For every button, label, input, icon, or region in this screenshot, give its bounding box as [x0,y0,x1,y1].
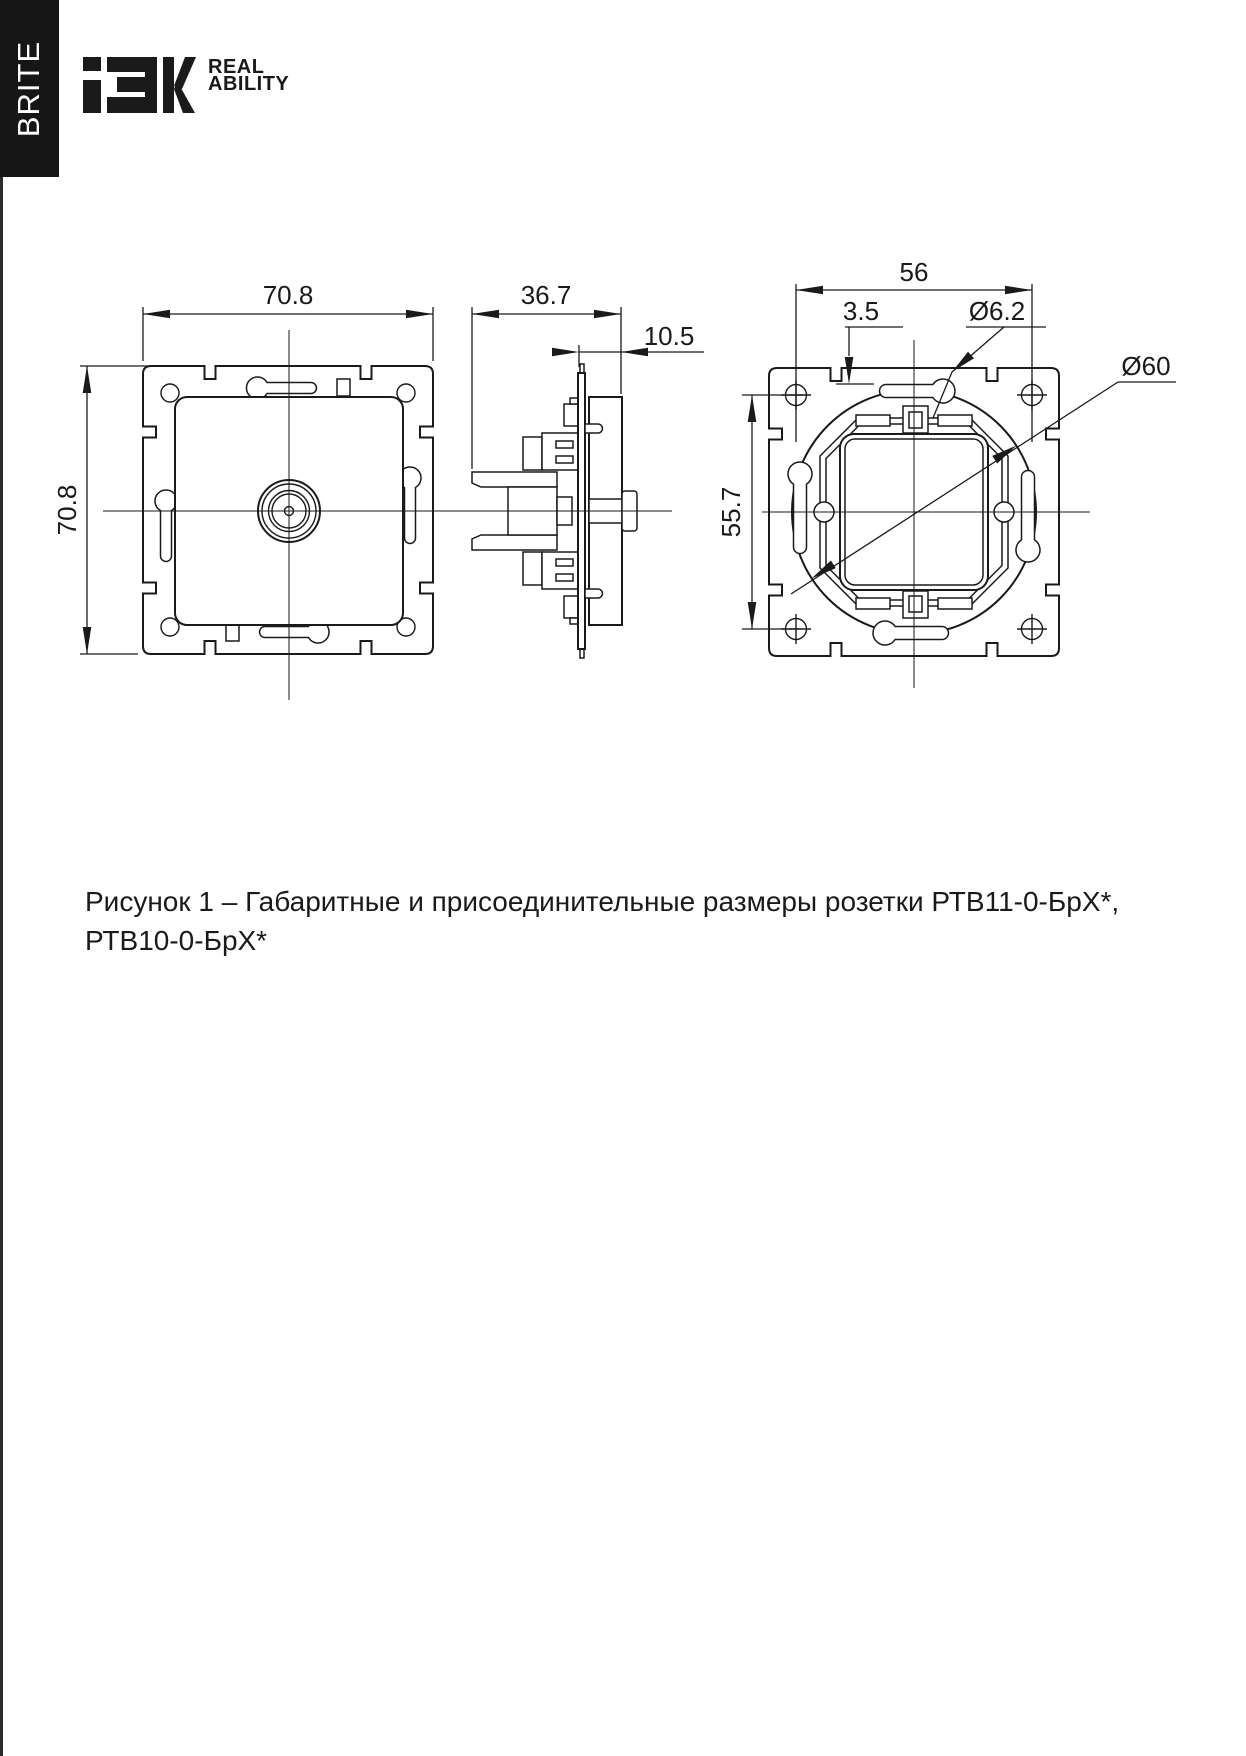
svg-text:70.8: 70.8 [52,484,82,536]
svg-text:10.5: 10.5 [643,321,695,351]
brite-series-label: BRITE [11,40,47,137]
svg-text:36.7: 36.7 [520,280,572,310]
svg-text:55.7: 55.7 [716,486,746,538]
dim-side-protrusion [552,321,704,367]
svg-text:56: 56 [899,257,929,287]
back-view [716,257,1176,688]
svg-text:70.8: 70.8 [262,280,314,310]
svg-text:3.5: 3.5 [842,296,880,326]
figure-caption-line2: РТВ10-0-БрХ* [85,925,268,956]
logo-tagline-line2: ABILITY [208,73,290,95]
figure-caption [85,882,1165,960]
svg-text:Ø60: Ø60 [1121,351,1171,381]
front-view [52,280,468,700]
side-view [455,280,704,658]
figure-caption-line1: Рисунок 1 – Габаритные и присоединительные размеры розетки РТВ11-0-БрХ*, [85,886,1120,917]
logo-tagline-line1: REAL [208,56,265,78]
dimension-drawing [0,0,1246,760]
dim-front-width [143,280,433,361]
svg-text:Ø6.2: Ø6.2 [968,296,1026,326]
